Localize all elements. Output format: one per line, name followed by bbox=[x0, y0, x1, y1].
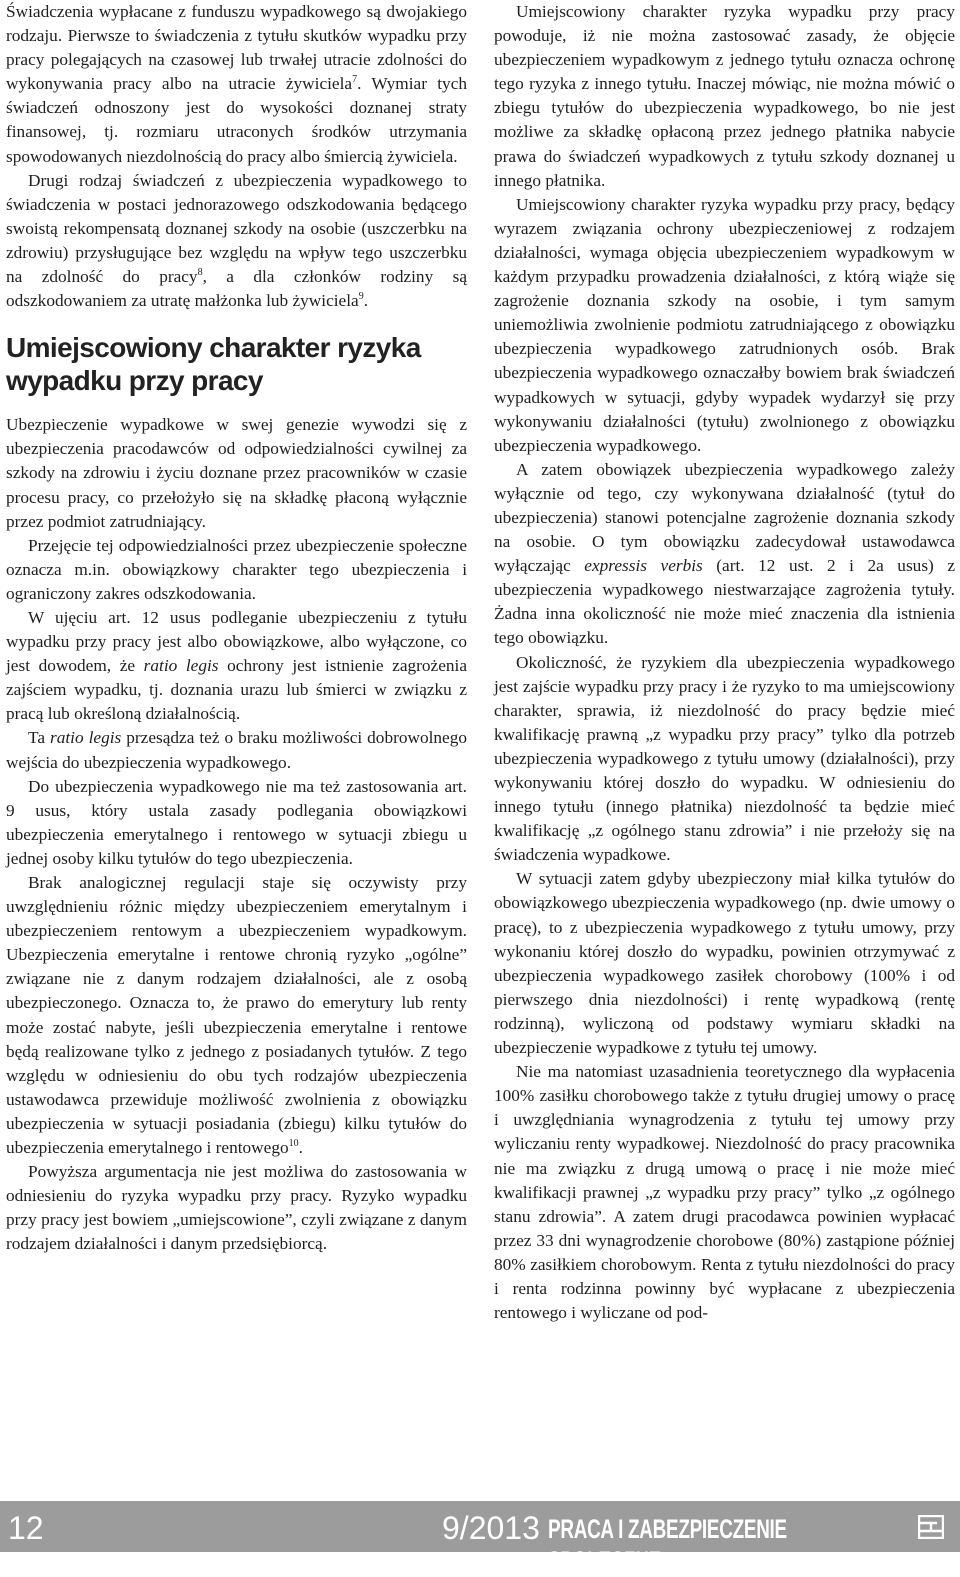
footnote-ref[interactable]: 9 bbox=[358, 291, 364, 303]
paragraph bbox=[6, 0, 467, 169]
paragraph-text: A zatem obowiązek ubezpieczenia wypadkowego zależy wyłącznie od tego, czy wykonywana działalność (tytuł do ubezpieczenia) stanowi potencjalne zagrożenie doznania szkody na osobie. O tym obowiązku zadecydował ustawodawca wyłączając bbox=[494, 459, 955, 576]
paragraph bbox=[6, 871, 467, 1160]
paragraph: Ubezpieczenie wypadkowe w swej genezie wywodzi się z ubezpieczenia pracodawców od odpowiedzialności cywilnej za szkody na zdrowiu i życiu doznane przez pracowników w czasie procesu pracy, co przełożyło się na składkę płaconą wyłącznie przez podmiot zatrudniający. bbox=[6, 415, 467, 531]
paragraph bbox=[494, 458, 955, 651]
pizs-logo-icon bbox=[918, 1515, 944, 1539]
paragraph-text: Brak analogicznej regulacji staje się oczywisty przy uwzględnieniu różnic między ubezpieczeniem emerytalnym i ubezpieczeniem rentowym a ubezpieczeniem wypadkowym. Ubezpieczenia emerytalne i rentowe chronią ryzyko „ogólne” związane nie z danym rodzajem działalności, ale z osobą ubezpieczonego. Oznacza to, że prawo do emerytury lub renty może zostać nabyte, jeśli ubezpieczenia emerytalne i rentowe będą realizowane tylko z jednego z posiadanych tytułów. Z tego względu w odniesieniu do obu tych rodzajów ubezpieczenia ustawodawca przewiduje możliwość zwolnienia z obowiązku ubezpieczenia w sytuacji posiadania (zbiegu) kilku tytułów do ubezpieczenia emerytalnego i rentowego bbox=[6, 873, 467, 1158]
paragraph-text: . bbox=[298, 1138, 303, 1158]
paragraph: Umiejscowiony charakter ryzyka wypadku przy pracy powoduje, iż nie można zastosować zasady, że objęcie ubezpieczeniem wypadkowym z jednego tytułu oznacza ochronę tego ryzyka z innego tytułu. Inaczej mówiąc, nie można mówić o zbiegu tytułów do ubezpieczenia wypadkowego, bo nie jest możliwe za składkę opłaconą przez jednego płatnika nabycie prawa do świadczeń wypadkowych z tytułu szkody doznanej u innego płatnika. bbox=[494, 2, 955, 190]
paragraph-text: . Wymiar tych świadczeń odnoszony jest do wysokości doznanej straty finansowej, tj. rozmiaru utraconych środków utrzymania spowodowanych niezdolnością do pracy albo śmiercią żywiciela. bbox=[6, 74, 468, 166]
footnote-ref[interactable]: 8 bbox=[197, 267, 203, 279]
section-heading: Umiejscowiony charakter ryzyka wypadku przy pracy bbox=[6, 332, 421, 397]
paragraph: Umiejscowiony charakter ryzyka wypadku przy pracy, będący wyrazem związania ochrony ubezpieczeniowej z rodzajem działalności, wymaga objęcia ubezpieczeniem wypadkowym w każdym przypadku prowadzenia działalności, z którą wiąże się zagrożenie doznania szkody na osobie, i tym samym uniemożliwia zwolnienie podmiotu zatrudniającego z obowiązku ubezpieczenia wypadkowego zatrudnionych osób. Brak ubezpieczenia wypadkowego oznaczałby bowiem brak świadczeń wypadkowych w sytuacji, gdyby wypadek wydarzył się przy wykonywaniu działalności (tytułu) zwolnionego z obowiązku ubezpieczenia wypadkowego. bbox=[494, 194, 955, 455]
paragraph-text: ochrony jest istnienie zagrożenia zajściem wypadku, tj. doznania urazu lub śmierci w związku z pracą lub określoną działalnością. bbox=[6, 656, 467, 724]
latin-term: expressis verbis bbox=[584, 556, 703, 576]
paragraph bbox=[6, 726, 467, 774]
footnote-ref[interactable]: 7 bbox=[352, 74, 358, 86]
issue-number: 9/2013 bbox=[442, 1510, 540, 1546]
latin-term: ratio legis bbox=[143, 656, 219, 676]
paragraph: Do ubezpieczenia wypadkowego nie ma też zastosowania art. 9 usus, który ustala zasady podlegania obowiązkowi ubezpieczenia emerytalnego i rentowego w sytuacji zbiegu u jednej osoby kilku tytułów do tego ubezpieczenia. bbox=[6, 776, 467, 868]
paragraph bbox=[6, 606, 467, 726]
left-column bbox=[6, 0, 467, 1257]
paragraph-text: . bbox=[363, 291, 369, 311]
paragraph-text: , a dla członków rodziny są odszkodowaniem za utratę małżonka lub żywiciela bbox=[6, 267, 468, 311]
page-number: 12 bbox=[8, 1510, 44, 1546]
paragraph-text: Świadczenia wypłacane z funduszu wypadkowego są dwojakiego rodzaju. Pierwsze to świadczenia z tytułu skutków wypadku przy pracy polegających na czasowej lub trwałej utracie zdolności do wykonywania pracy albo na utracie żywiciela bbox=[6, 2, 467, 94]
page-footer bbox=[0, 1501, 960, 1576]
paragraph: W sytuacji zatem gdyby ubezpieczony miał kilka tytułów do obowiązkowego ubezpieczenia wypadkowego (np. dwie umowy o pracę), to z ubezpieczenia wypadkowego z tytułu umowy, przy wykonaniu której doszło do wypadku, powinien otrzymywać z ubezpieczenia wypadkowego zasiłek chorobowy (100% i od pierwszego dnia niezdolności) i rentę wypadkową (rentę rodzinną), wyliczoną od podstawy wymiaru składki na ubezpieczenie wypadkowe z tytułu tej umowy. bbox=[494, 869, 955, 1058]
paragraph-text: (art. 12 ust. 2 i 2a usus) z ubezpieczenia wypadkowego niestwarzające zagrożenia tytuły. Żadna inna okoliczność nie może mieć znaczenia dla istnienia tego obowiązku. bbox=[494, 556, 955, 648]
paragraph-text: Drugi rodzaj świadczeń z ubezpieczenia wypadkowego to świadczenia w postaci jednorazowego odszkodowania będącego swoistą rekompensatą doznanej szkody na osobie (uszczerbku na zdrowiu) przysługujące bez względu na wpływ tego uszczerbku na zdolność do pracy bbox=[6, 170, 467, 287]
paragraph: Powyższa argumentacja nie jest możliwa do zastosowania w odniesieniu do ryzyka wypadku przy pracy. Ryzyko wypadku przy pracy jest bowiem „umiejscowione”, czyli związane z danym rodzajem działalności i danym przedsiębiorcą. bbox=[6, 1162, 467, 1254]
paragraph-text: przesądza też o braku możliwości dobrowolnego wejścia do ubezpieczenia wypadkowego. bbox=[6, 728, 467, 772]
paragraph: Nie ma natomiast uzasadnienia teoretycznego dla wypłacenia 100% zasiłku chorobowego także z tytułu drugiej umowy o pracę i uwzględniania wynagrodzenia z tytułu tej umowy przy wyliczaniu renty wypadkowej. Niezdolność do pracy pracownika nie ma związku z drugą umową o pracę i nie może mieć kwalifikacji prawnej „z wypadku przy pracy” tylko „z ogólnego stanu zdrowia”. A zatem drugi pracodawca powinien wypłacać przez 33 dni wynagrodzenie chorobowe (80%) zastąpione później 80% zasiłkiem chorobowym. Renta z tytułu niezdolności do pracy i renta rodzinna powinny być wypłacane z ubezpieczenia rentowego i wyliczane od pod- bbox=[494, 1062, 955, 1323]
right-column bbox=[494, 0, 955, 1325]
paragraph bbox=[6, 169, 467, 314]
paragraph-text: W ujęciu art. 12 usus podleganie ubezpieczeniu z tytułu wypadku przy pracy jest albo obowiązkowe, albo wyłączone, co jest dowodem, że bbox=[6, 607, 467, 676]
footnote-ref[interactable]: 10 bbox=[288, 1138, 299, 1150]
paragraph: Przejęcie tej odpowiedzialności przez ubezpieczenie społeczne oznacza m.in. obowiązkowy charakter tego ubezpieczenia i ograniczony zakres odszkodowania. bbox=[6, 535, 467, 603]
journal-title: PRACA I ZABEZPIECZENIE SPOŁECZNE bbox=[548, 1514, 787, 1576]
paragraph: Okoliczność, że ryzykiem dla ubezpieczenia wypadkowego jest zajście wypadku przy pracy i że ryzyko to ma umiejscowiony charakter, sprawia, iż niezdolność do pracy będzie mieć kwalifikację prawną „z wypadku przy pracy” tylko dla potrzeb ubezpieczenia wypadkowego z tytułu umowy (działalności), przy wykonywaniu której doszło do wypadku. W odniesieniu do innego tytułu (innego płatnika) niezdolność ta będzie mieć kwalifikację „z ogólnego stanu zdrowia” i nie przełoży się na świadczenia wypadkowe. bbox=[494, 652, 955, 865]
latin-term: ratio legis bbox=[50, 728, 122, 748]
paragraph-text: Ta bbox=[28, 728, 51, 748]
